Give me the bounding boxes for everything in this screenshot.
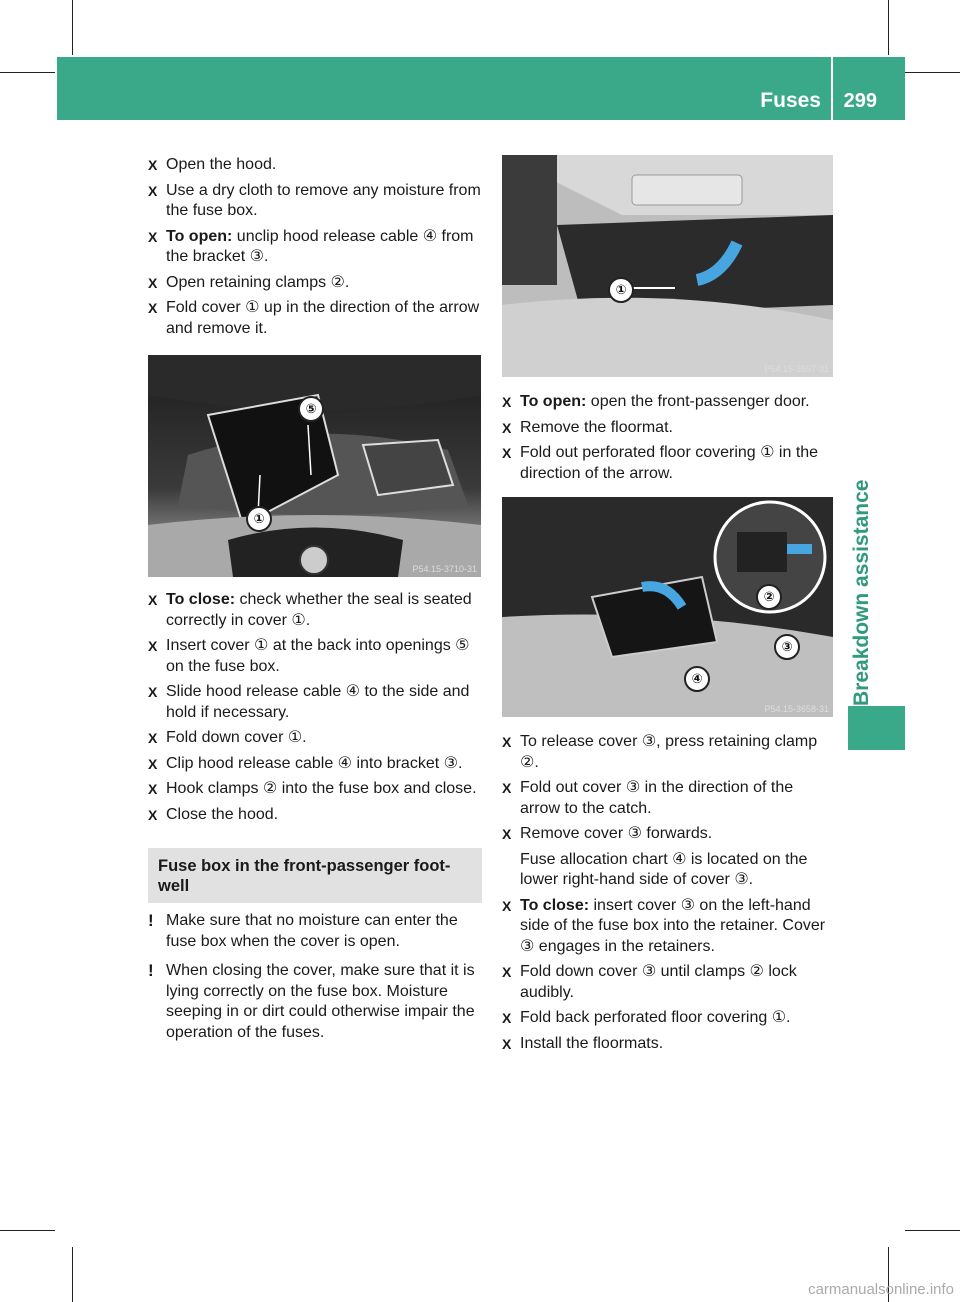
- step-text: Fold down cover ③ until clamps ② lock audibly.: [520, 963, 797, 1001]
- step-marker-icon: X: [148, 592, 158, 608]
- step-text: Slide hood release cable ④ to the side and hold if necessary.: [166, 683, 470, 721]
- crop-mark: [72, 1247, 73, 1302]
- callout-2: ②: [756, 584, 782, 610]
- section-heading: Fuse box in the front-passenger foot-well: [148, 848, 482, 903]
- left-column: [148, 155, 482, 344]
- left-steps-bottom: [148, 590, 482, 825]
- step-note: Fuse allocation chart ④ is located on the lower right-hand side of cover ③.: [520, 850, 808, 888]
- side-tab: [848, 120, 905, 706]
- step-text: Use a dry cloth to remove any moisture from the fuse box.: [166, 181, 481, 219]
- step-text: Open retaining clamps ②.: [166, 273, 350, 291]
- footwell-illustration: [502, 155, 833, 377]
- side-tab-label: Breakdown assistance: [850, 479, 873, 706]
- step-text: Insert cover ① at the back into openings ⑤ on the fuse box.: [166, 637, 470, 675]
- step-marker-icon: X: [148, 182, 158, 199]
- page-number: 299: [843, 90, 877, 112]
- step-item: [502, 443, 836, 484]
- step-bold-lead: To open:: [166, 227, 233, 245]
- callout-5: ⑤: [298, 396, 324, 422]
- right-steps-mid: [502, 392, 836, 484]
- step-item: [502, 418, 836, 439]
- step-marker-icon: X: [502, 419, 512, 436]
- callout-1: ①: [608, 277, 634, 303]
- warnings: [148, 911, 482, 1043]
- step-item: [148, 779, 482, 800]
- step-marker-icon: X: [502, 394, 512, 410]
- step-item: [502, 896, 836, 958]
- step-item: [148, 590, 482, 631]
- step-item: [148, 273, 482, 294]
- crop-mark: [888, 0, 889, 55]
- step-text: Fold cover ① up in the direction of the arrow and remove it.: [166, 299, 480, 337]
- step-item: [148, 805, 482, 826]
- step-bold-lead: To close:: [166, 591, 236, 608]
- photo-footwell: [502, 155, 833, 377]
- engine-bay-illustration: [148, 355, 481, 577]
- step-item: [502, 392, 836, 413]
- step-item: [502, 732, 836, 773]
- crop-mark: [905, 1230, 960, 1231]
- side-tab-block: [848, 706, 905, 750]
- photo-code: P54.15-3657-31: [764, 364, 829, 374]
- step-text: Remove the floormat.: [520, 418, 673, 436]
- photo-fusebox: [502, 497, 833, 717]
- step-text: Fold down cover ①.: [166, 729, 307, 746]
- step-item: [502, 962, 836, 1003]
- step-marker-icon: X: [502, 897, 512, 914]
- right-steps-bottom: [502, 732, 836, 1054]
- warning-item: [148, 911, 482, 952]
- step-text: insert cover ③ on the left-hand side of the fuse box into the retainer. Cover ③ engages in the retainers.: [520, 896, 826, 955]
- step-item: [502, 824, 836, 845]
- step-text: Install the floormats.: [520, 1034, 664, 1052]
- step-item: [148, 181, 482, 222]
- step-item: [502, 1008, 836, 1029]
- step-marker-icon: X: [502, 1010, 512, 1026]
- crop-mark: [905, 72, 960, 73]
- callout-3: ③: [774, 634, 800, 660]
- step-item: [148, 227, 482, 268]
- step-marker-icon: X: [148, 638, 158, 654]
- step-text: Hook clamps ② into the fuse box and close.: [166, 780, 477, 797]
- warning-item: [148, 961, 482, 1043]
- step-marker-icon: X: [148, 806, 158, 823]
- crop-mark: [72, 0, 73, 55]
- step-text: Open the hood.: [166, 156, 277, 173]
- step-text: unclip hood release cable ④ from the bracket ③.: [166, 227, 474, 265]
- left-steps-top: [148, 155, 482, 339]
- step-text: Fold out cover ③ in the direction of the arrow to the catch.: [520, 779, 794, 817]
- step-bold-lead: To close:: [520, 896, 590, 914]
- step-text: open the front-passenger door.: [586, 393, 810, 410]
- page-header: [57, 57, 905, 120]
- step-item: [148, 682, 482, 723]
- step-marker-icon: X: [148, 228, 158, 245]
- step-marker-icon: X: [502, 734, 512, 750]
- fusebox-illustration: [502, 497, 833, 717]
- callout-1: ①: [246, 506, 272, 532]
- warning-text: When closing the cover, make sure that it is lying correctly on the fuse box. Moisture seeping in or dirt could otherwise impair the operation of the fuses.: [166, 962, 475, 1041]
- step-marker-icon: X: [502, 445, 512, 461]
- photo-code: P54.15-3658-31: [764, 704, 829, 714]
- photo-engine-bay: [148, 355, 481, 577]
- step-item: [148, 155, 482, 176]
- right-column-lower: [502, 732, 836, 1059]
- header-separator: [831, 57, 833, 120]
- step-item: [502, 778, 836, 819]
- header-title: Fuses: [760, 89, 821, 112]
- step-marker-icon: X: [502, 780, 512, 796]
- step-text: Fold back perforated floor covering ①.: [520, 1009, 791, 1026]
- warning-text: Make sure that no moisture can enter the fuse box when the cover is open.: [166, 912, 458, 950]
- step-item: [502, 1034, 836, 1055]
- step-marker-icon: X: [148, 755, 158, 772]
- step-marker-icon: X: [148, 781, 158, 797]
- step-item: [148, 636, 482, 677]
- step-marker-icon: X: [502, 964, 512, 980]
- step-marker-icon: X: [148, 274, 158, 291]
- step-text: Remove cover ③ forwards.: [520, 825, 713, 842]
- step-item: [148, 754, 482, 775]
- step-text: Clip hood release cable ④ into bracket ③.: [166, 754, 463, 772]
- right-column-mid: [502, 392, 836, 489]
- step-marker-icon: X: [148, 684, 158, 700]
- crop-mark: [0, 1230, 55, 1231]
- photo-code: P54.15-3710-31: [412, 564, 477, 574]
- step-text: To release cover ③, press retaining clamp ②.: [520, 733, 818, 771]
- step-marker-icon: X: [148, 300, 158, 316]
- step-marker-icon: X: [502, 826, 512, 842]
- footer-watermark: carmanualsonline.info: [808, 1281, 954, 1298]
- left-column-lower: [148, 590, 482, 1052]
- step-text: Fold out perforated floor covering ① in the direction of the arrow.: [520, 444, 819, 482]
- step-marker-icon: X: [148, 157, 158, 173]
- warning-icon: !: [148, 911, 154, 930]
- step-item: [148, 728, 482, 749]
- warning-icon: !: [148, 961, 154, 980]
- step-item: [148, 298, 482, 339]
- crop-mark: [0, 72, 55, 73]
- step-bold-lead: To open:: [520, 393, 587, 410]
- callout-4: ④: [684, 666, 710, 692]
- step-marker-icon: X: [502, 1035, 512, 1052]
- step-marker-icon: X: [148, 730, 158, 746]
- step-text: Close the hood.: [166, 805, 279, 823]
- step-text: check whether the seal is seated correctly in cover ①.: [166, 591, 472, 629]
